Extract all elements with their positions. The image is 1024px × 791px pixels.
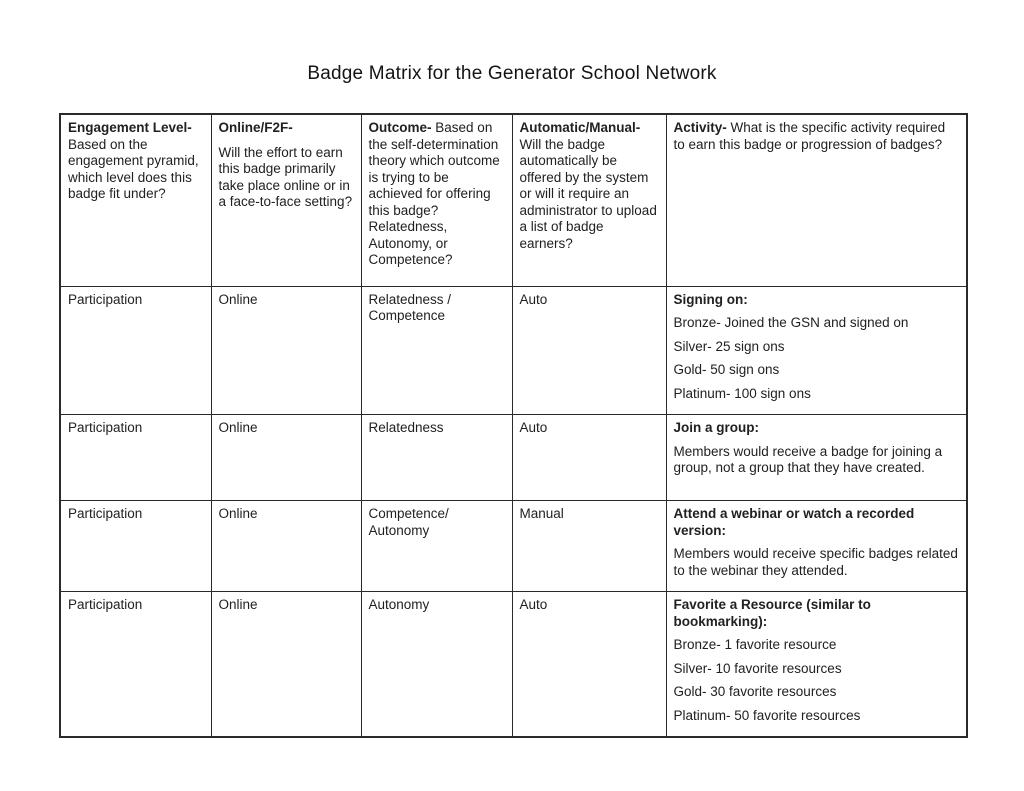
column-header-online-f2f	[211, 114, 361, 286]
activity-line: Bronze- 1 favorite resource	[673, 637, 837, 652]
header-row	[60, 114, 967, 286]
online-f2f-cell: Online	[211, 592, 361, 738]
column-header-automatic-manual	[512, 114, 666, 286]
header-term: Automatic/Manual-	[519, 120, 641, 135]
automatic-manual-cell: Auto	[512, 415, 666, 501]
activity-line: Gold- 30 favorite resources	[673, 684, 837, 699]
online-f2f-cell: Online	[211, 415, 361, 501]
activity-line: Platinum- 100 sign ons	[673, 385, 811, 401]
activity-line: Gold- 50 sign ons	[673, 362, 780, 377]
table-row	[60, 592, 967, 738]
column-header-activity	[666, 114, 967, 286]
online-f2f-cell: Online	[211, 501, 361, 592]
column-header-outcome	[361, 114, 512, 286]
automatic-manual-cell: Manual	[512, 501, 666, 592]
outcome-cell: Autonomy	[361, 592, 512, 738]
outcome-cell: Relatedness	[361, 415, 512, 501]
activity-line: Members would receive a badge for joining a group, not a group that they have created.	[673, 443, 943, 475]
outcome-cell: Relatedness / Competence	[361, 286, 512, 415]
table-row	[60, 501, 967, 592]
table-row	[60, 286, 967, 415]
header-term: Outcome-	[368, 120, 432, 135]
activity-heading: Favorite a Resource (similar to bookmarking):	[673, 597, 871, 629]
header-term: Online/F2F-	[218, 120, 293, 135]
header-description: Based on the engagement pyramid, which level does this badge fit under?	[68, 136, 199, 201]
activity-heading: Join a group:	[673, 420, 759, 435]
engagement-level-cell: Participation	[60, 592, 211, 738]
automatic-manual-cell: Auto	[512, 286, 666, 415]
header-term: Activity-	[673, 120, 727, 135]
automatic-manual-cell: Auto	[512, 592, 666, 738]
outcome-cell: Competence/ Autonomy	[361, 501, 512, 592]
activity-cell	[666, 592, 967, 738]
activity-line: Platinum- 50 favorite resources	[673, 707, 861, 723]
header-description: Will the badge automatically be offered by the system or will it require an administrator to upload a list of badge earners?	[519, 136, 657, 251]
activity-line: Members would receive specific badges related to the webinar they attended.	[673, 546, 958, 578]
column-header-engagement-level	[60, 114, 211, 286]
online-f2f-cell: Online	[211, 286, 361, 415]
header-description: Will the effort to earn this badge primarily take place online or in a face-to-face setting?	[218, 144, 353, 209]
header-term: Engagement Level-	[68, 120, 192, 135]
header-description: What is the specific activity required to earn this badge or progression of badges?	[673, 120, 946, 152]
engagement-level-cell: Participation	[60, 415, 211, 501]
header-description: Based on the self-determination theory which outcome is trying to be achieved for offering this badge? Relatedness, Autonomy, or Competence?	[368, 120, 500, 267]
activity-cell	[666, 415, 967, 501]
activity-line: Bronze- Joined the GSN and signed on	[673, 315, 909, 330]
activity-line: Silver- 10 favorite resources	[673, 660, 842, 676]
activity-cell	[666, 501, 967, 592]
activity-line: Silver- 25 sign ons	[673, 338, 785, 354]
engagement-level-cell: Participation	[60, 501, 211, 592]
page-title: Badge Matrix for the Generator School Network	[307, 63, 717, 84]
table-row	[60, 415, 967, 501]
badge-matrix-table	[59, 113, 968, 738]
activity-heading: Signing on:	[673, 291, 748, 307]
engagement-level-cell: Participation	[60, 286, 211, 415]
activity-cell	[666, 286, 967, 415]
activity-heading: Attend a webinar or watch a recorded version:	[673, 506, 915, 538]
